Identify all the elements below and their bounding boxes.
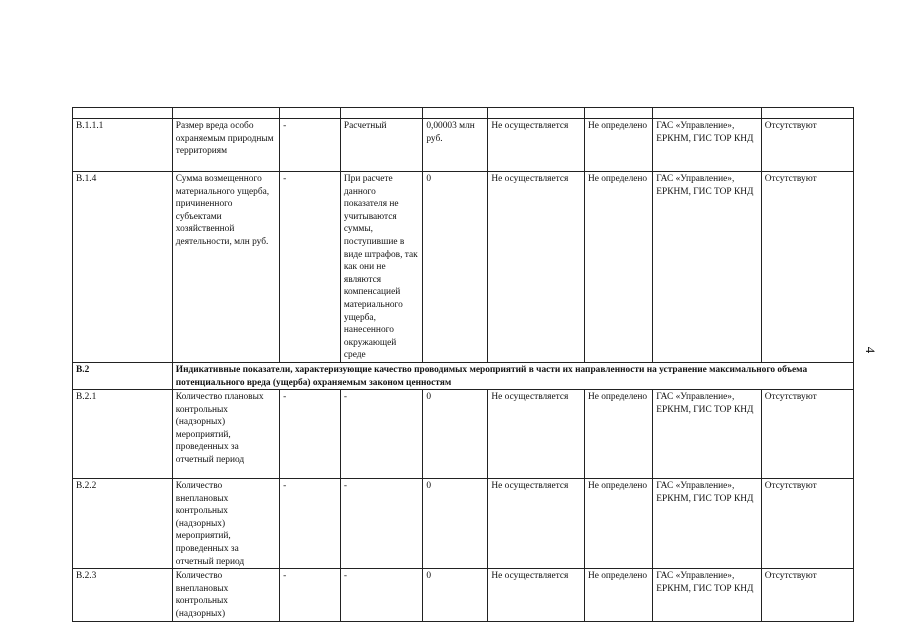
header-cell (653, 108, 761, 119)
indicator-deviation: Не определено (584, 390, 652, 479)
header-cell (423, 108, 488, 119)
indicator-actual: Не осуществляется (488, 569, 585, 621)
indicator-formula: - (280, 172, 341, 363)
indicator-name: Количество внеплановых контрольных (надзорных) (172, 569, 279, 621)
section-code: В.2 (73, 362, 173, 389)
indicator-target: 0,00003 млн руб. (423, 119, 488, 172)
indicator-source: ГАС «Управление», ЕРКНМ, ГИС ТОР КНД (653, 569, 761, 621)
header-cell (340, 108, 422, 119)
indicator-comment: - (340, 390, 422, 479)
indicator-actual: Не осуществляется (488, 390, 585, 479)
indicator-name: Сумма возмещенного материального ущерба, причиненного субъектами хозяйственной деятельности, млн руб. (172, 172, 279, 363)
header-cell (761, 108, 853, 119)
table-header-row (73, 108, 854, 119)
header-cell (584, 108, 652, 119)
indicators-table (72, 107, 854, 622)
indicator-remarks: Отсутствуют (761, 119, 853, 172)
indicator-code: В.2.1 (73, 390, 173, 479)
indicator-remarks: Отсутствуют (761, 569, 853, 621)
indicator-actual: Не осуществляется (488, 479, 585, 569)
indicator-target: 0 (423, 390, 488, 479)
indicator-deviation: Не определено (584, 172, 652, 363)
indicator-target: 0 (423, 172, 488, 363)
indicator-comment: - (340, 569, 422, 621)
indicator-formula: - (280, 569, 341, 621)
indicator-source: ГАС «Управление», ЕРКНМ, ГИС ТОР КНД (653, 172, 761, 363)
indicator-deviation: Не определено (584, 569, 652, 621)
indicator-remarks: Отсутствуют (761, 479, 853, 569)
indicator-code: В.1.1.1 (73, 119, 173, 172)
table-row (73, 479, 854, 569)
indicator-formula: - (280, 119, 341, 172)
indicator-actual: Не осуществляется (488, 172, 585, 363)
table-row (73, 172, 854, 363)
indicator-remarks: Отсутствуют (761, 172, 853, 363)
indicator-formula: - (280, 479, 341, 569)
page-number: 4 (863, 346, 878, 354)
indicator-source: ГАС «Управление», ЕРКНМ, ГИС ТОР КНД (653, 390, 761, 479)
indicator-source: ГАС «Управление», ЕРКНМ, ГИС ТОР КНД (653, 119, 761, 172)
indicator-name: Количество плановых контрольных (надзорных) мероприятий, проведенных за отчетный период (172, 390, 279, 479)
header-cell (280, 108, 341, 119)
header-cell (172, 108, 279, 119)
table-row (73, 569, 854, 621)
indicator-source: ГАС «Управление», ЕРКНМ, ГИС ТОР КНД (653, 479, 761, 569)
indicator-deviation: Не определено (584, 119, 652, 172)
section-title: Индикативные показатели, характеризующие качество проводимых мероприятий в части их направленности на устранение максимального объема потенциального вреда (ущерба) охраняемым законом ценностям (172, 362, 853, 389)
indicator-target: 0 (423, 479, 488, 569)
indicator-actual: Не осуществляется (488, 119, 585, 172)
indicator-name: Размер вреда особо охраняемым природным территориям (172, 119, 279, 172)
indicator-remarks: Отсутствуют (761, 390, 853, 479)
indicator-code: В.2.3 (73, 569, 173, 621)
table-row (73, 119, 854, 172)
indicator-comment: При расчете данного показателя не учитываются суммы, поступившие в виде штрафов, так как они не являются компенсацией материального ущерба, нанесенного окружающей среде (340, 172, 422, 363)
header-cell (488, 108, 585, 119)
indicator-code: В.1.4 (73, 172, 173, 363)
indicator-deviation: Не определено (584, 479, 652, 569)
indicator-code: В.2.2 (73, 479, 173, 569)
table-row (73, 390, 854, 479)
indicator-target: 0 (423, 569, 488, 621)
section-row (73, 362, 854, 389)
indicator-comment: Расчетный (340, 119, 422, 172)
indicator-formula: - (280, 390, 341, 479)
indicator-comment: - (340, 479, 422, 569)
header-cell (73, 108, 173, 119)
indicator-name: Количество внеплановых контрольных (надзорных) мероприятий, проведенных за отчетный период (172, 479, 279, 569)
